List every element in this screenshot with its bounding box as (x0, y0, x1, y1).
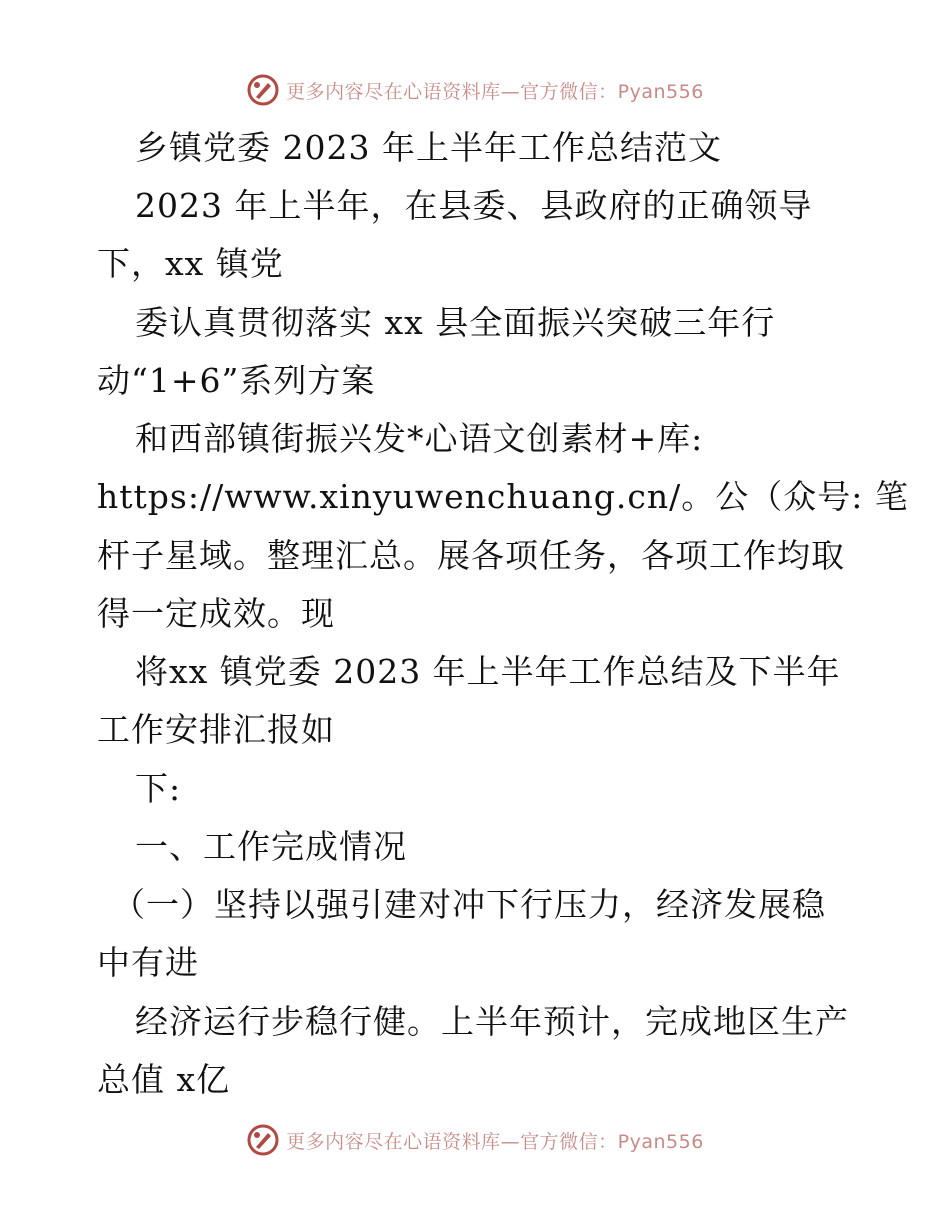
paragraph-line: 总值 x亿 (97, 1060, 231, 1099)
paragraph-line: 下，xx 镇党 (97, 244, 284, 283)
paragraph-line: 经济运行步稳行健。上半年预计，完成地区生产 (135, 1002, 849, 1041)
paragraph-line: 和西部镇街振兴发*心语文创素材+库: (135, 419, 704, 458)
section-heading: 一、工作完成情况 (135, 827, 407, 866)
paragraph-line: 委认真贯彻落实 xx 县全面振兴突破三年行 (135, 303, 776, 342)
paragraph-line: 动“1+6”系列方案 (97, 361, 376, 400)
header-banner-text: 更多内容尽在心语资料库—官方微信：Pyan556 (286, 80, 704, 103)
footer-banner-text: 更多内容尽在心语资料库—官方微信：Pyan556 (286, 1130, 704, 1153)
paragraph-line: 2023 年上半年，在县委、县政府的正确领导 (135, 186, 813, 225)
footer-banner (0, 1120, 950, 1160)
paragraph-line: 下: (135, 769, 182, 808)
subsection-heading: （一）坚持以强引建对冲下行压力，经济发展稳 (112, 885, 826, 924)
document-title: 乡镇党委 2023 年上半年工作总结范文 (135, 128, 722, 167)
header-banner (0, 70, 950, 110)
paragraph-line: 中有进 (97, 943, 199, 982)
logo-icon (246, 1123, 280, 1157)
paragraph-line: 将xx 镇党委 2023 年上半年工作总结及下半年 (135, 652, 841, 691)
paragraph-line: 得一定成效。现 (97, 594, 335, 633)
paragraph-line: 杆子星域。整理汇总。展各项任务，各项工作均取 (97, 536, 845, 575)
paragraph-line: 工作安排汇报如 (97, 710, 335, 749)
paragraph-line: https://www.xinyuwenchuang.cn/。公（众号: 笔 (97, 477, 909, 516)
logo-icon (246, 73, 280, 107)
